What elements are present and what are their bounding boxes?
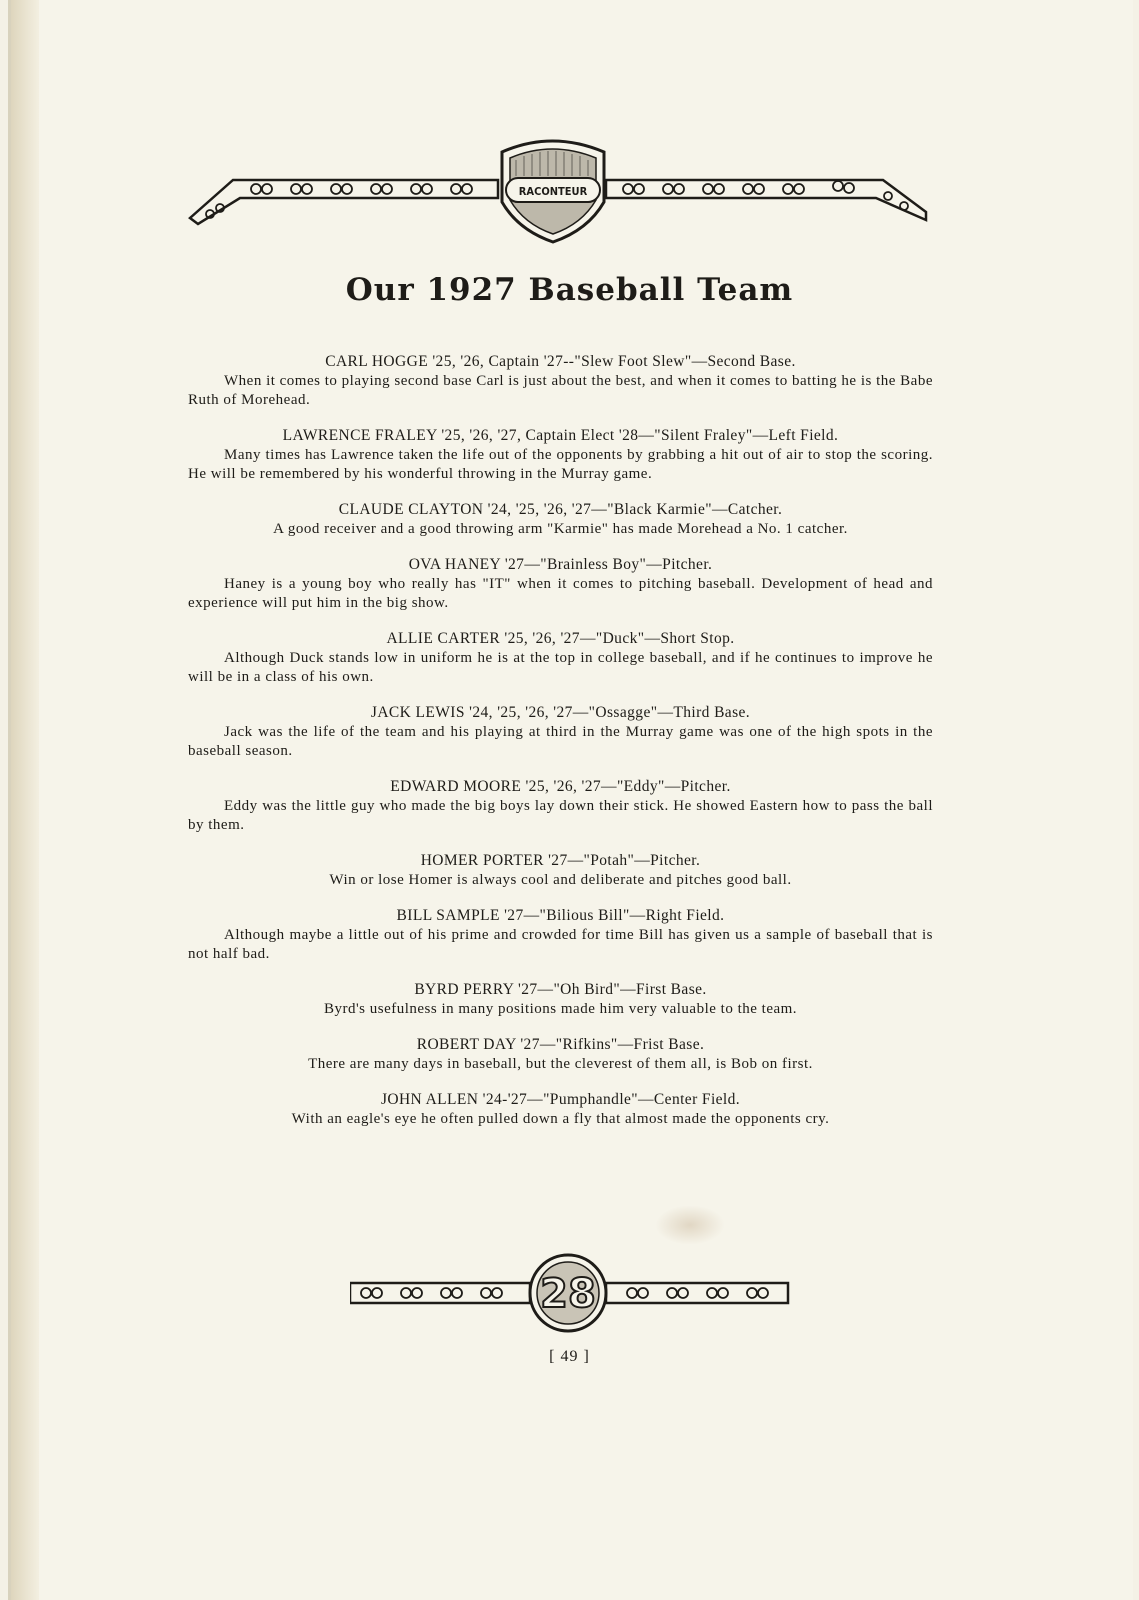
- player-entry: [188, 777, 933, 835]
- player-description: When it comes to playing second base Carl is just about the best, and when it comes to batting he is the Babe Ruth of Morehead.: [188, 373, 933, 408]
- player-heading: OVA HANEY '27—"Brainless Boy"—Pitcher.: [408, 556, 713, 573]
- player-description: A good receiver and a good throwing arm "Karmie" has made Morehead a No. 1 catcher.: [273, 521, 848, 537]
- player-heading: CLAUDE CLAYTON '24, '25, '26, '27—"Black Karmie"—Catcher.: [338, 501, 783, 518]
- player-heading: LAWRENCE FRALEY '25, '26, '27, Captain Elect '28—"Silent Fraley"—Left Field.: [282, 427, 839, 444]
- player-description: Jack was the life of the team and his playing at third in the Murray game was one of the high spots in the baseball season.: [188, 724, 933, 759]
- player-heading: JACK LEWIS '24, '25, '26, '27—"Ossagge"—Third Base.: [370, 704, 751, 721]
- player-description: Win or lose Homer is always cool and deliberate and pitches good ball.: [329, 872, 792, 888]
- crest-text: RACONTEUR: [518, 185, 588, 198]
- player-heading: CARL HOGGE '25, '26, Captain '27--"Slew Foot Slew"—Second Base.: [325, 353, 796, 370]
- player-description: Eddy was the little guy who made the big boys lay down their stick. He showed Eastern how to pass the ball by them.: [188, 798, 933, 833]
- left-chain-band: [190, 180, 498, 224]
- player-entry: [188, 426, 933, 484]
- player-heading: ROBERT DAY '27—"Rifkins"—Frist Base.: [416, 1036, 705, 1053]
- footer-emblem-banner: [350, 1253, 790, 1335]
- player-description: Haney is a young boy who really has "IT" when it comes to pitching baseball. Development of head and experience will put him in the big show.: [188, 576, 933, 611]
- player-entry: [188, 980, 933, 1019]
- right-chain-band: [606, 180, 926, 220]
- player-description: With an eagle's eye he often pulled down a fly that almost made the opponents cry.: [291, 1111, 830, 1127]
- player-heading: BYRD PERRY '27—"Oh Bird"—First Base.: [414, 981, 707, 998]
- player-entry: [188, 1035, 933, 1074]
- player-entry: [188, 1090, 933, 1129]
- raconteur-crest-banner: [188, 132, 928, 244]
- footer-left-chain: [350, 1283, 530, 1303]
- player-description: Byrd's usefulness in many positions made him very valuable to the team.: [323, 1001, 798, 1017]
- player-heading: ALLIE CARTER '25, '26, '27—"Duck"—Short Stop.: [386, 630, 735, 647]
- player-entry: [188, 500, 933, 539]
- player-entry: [188, 906, 933, 964]
- paper-stain: [655, 1205, 725, 1245]
- player-entry: [188, 352, 933, 410]
- player-description: Although Duck stands low in uniform he is at the top in college baseball, and if he continues to improve he will be in a class of his own.: [188, 650, 933, 685]
- player-heading: BILL SAMPLE '27—"Bilious Bill"—Right Field.: [396, 907, 725, 924]
- player-entry: [188, 703, 933, 761]
- player-list: [188, 352, 933, 1145]
- player-description: There are many days in baseball, but the cleverest of them all, is Bob on first.: [308, 1056, 813, 1072]
- player-heading: JOHN ALLEN '24-'27—"Pumphandle"—Center Field.: [380, 1091, 741, 1108]
- page-number: [ 49 ]: [549, 1348, 590, 1365]
- player-entry: [188, 555, 933, 613]
- player-heading: EDWARD MOORE '25, '26, '27—"Eddy"—Pitcher.: [390, 778, 731, 795]
- player-entry: [188, 851, 933, 890]
- player-entry: [188, 629, 933, 687]
- player-description: Many times has Lawrence taken the life out of the opponents by grabbing a hit out of air to stop the scoring. He will be remembered by his wonderful throwing in the Murray game.: [188, 447, 933, 482]
- footer-emblem-number: 28: [540, 1271, 596, 1317]
- footer-right-chain: [606, 1283, 788, 1303]
- player-description: Although maybe a little out of his prime and crowded for time Bill has given us a sample of baseball that is not half bad.: [188, 927, 933, 962]
- player-heading: HOMER PORTER '27—"Potah"—Pitcher.: [420, 852, 701, 869]
- page-title: Our 1927 Baseball Team: [345, 272, 794, 308]
